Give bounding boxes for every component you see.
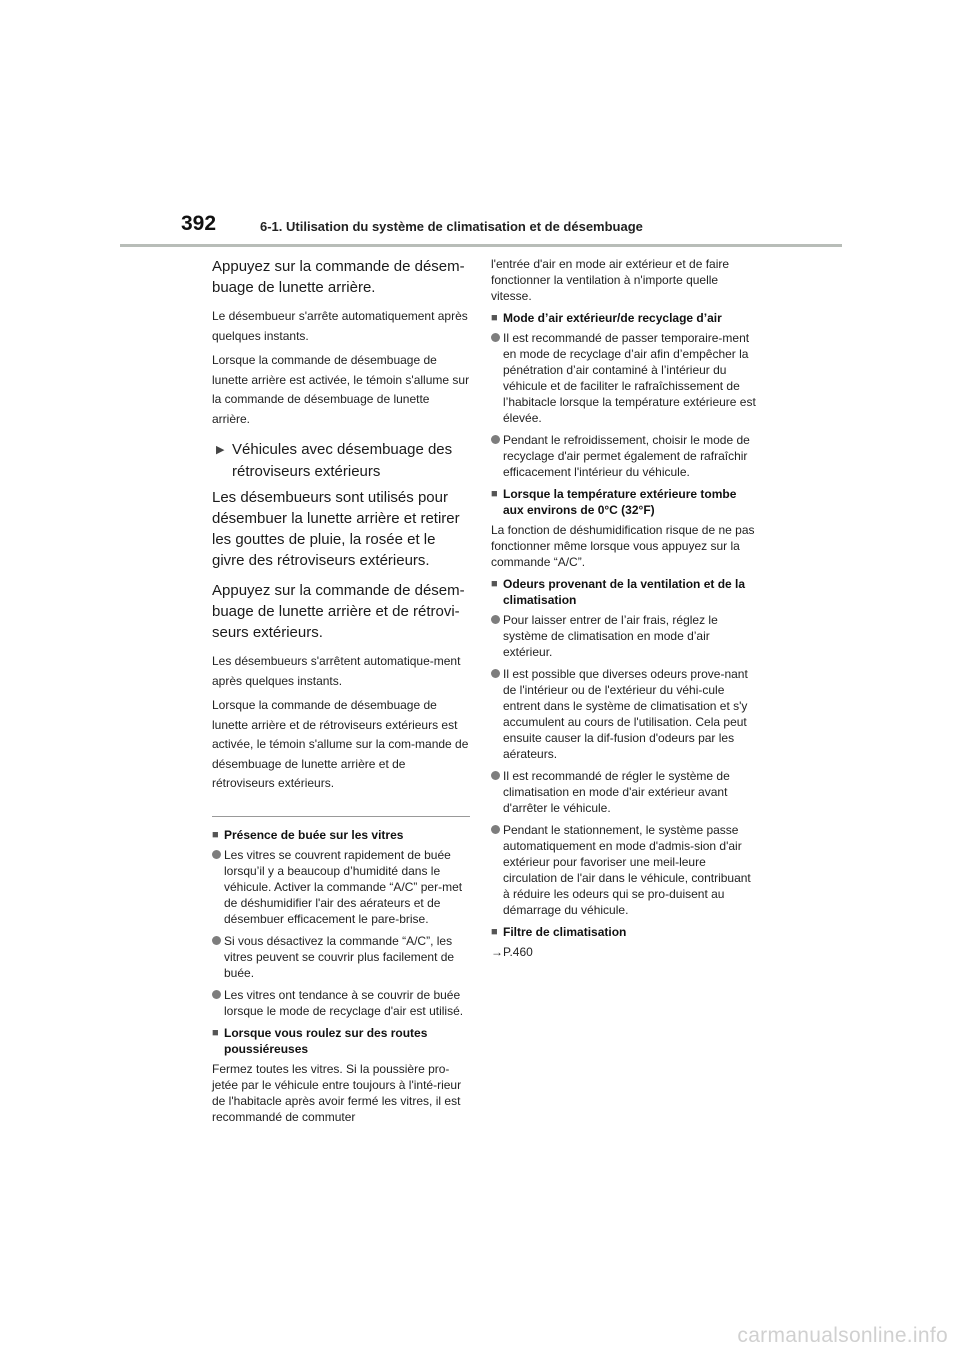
section-heading-ac-filter: ■ Filtre de climatisation (491, 925, 627, 939)
circle-bullet-icon (212, 933, 224, 981)
square-icon: ■ (491, 926, 498, 938)
instruction-rear-defogger: Appuyez sur la commande de désem-buage de lunette arrière. (212, 258, 465, 296)
circle-bullet-icon (212, 987, 224, 1019)
list-item: Pour laisser entrer de l’air frais, réglez le système de climatisation en mode d’air extérieur. (491, 612, 759, 660)
circle-bullet-icon (212, 847, 224, 927)
page-reference-link[interactable]: →P.460 (491, 945, 533, 959)
watermark: carmanualsonline.info (737, 1324, 948, 1347)
list-item: Pendant le stationnement, le système passe automatiquement en mode d'admis-sion d'air extérieur pour favoriser une meil-leure circulation de l'air dans le véhicule, contribuant à réduire les odeurs qui se pro-duisent au démarrage du véhicule. (491, 822, 759, 918)
section-heading-fog: ■ Présence de buée sur les vitres (212, 827, 404, 842)
section-heading-air-mode: ■ Mode d’air extérieur/de recyclage d’air (491, 311, 722, 325)
section-divider (212, 816, 470, 817)
list-item: Les vitres ont tendance à se couvrir de buée lorsque le mode de recyclage d'air est utilisé. (212, 987, 470, 1019)
dusty-roads-text: Fermez toutes les vitres. Si la poussière pro-jetée par le véhicule entre toujours à l'inté-rieur de l'habitacle après avoir fermé les vitres, il est recommandé de commuter (212, 1061, 462, 1124)
circle-bullet-icon (491, 666, 503, 762)
circle-bullet-icon (491, 432, 503, 480)
square-icon: ■ (491, 312, 498, 324)
defoggers-description: Les désembueurs sont utilisés pour désembuer la lunette arrière et retirer les gouttes de pluie, la rosée et le givre des rétroviseurs extérieurs. (212, 489, 460, 569)
instruction-mirror-defogger: Appuyez sur la commande de désem-buage de lunette arrière et de rétrovi-seurs extérieurs. (212, 582, 465, 641)
square-icon: ■ (491, 488, 498, 500)
note-defoggers-auto-off: Les désembueurs s'arrêtent automatique-ment après quelques instants. (212, 654, 461, 688)
triangle-right-icon: ▶ (216, 444, 225, 456)
section-heading-low-temperature: ■ Lorsque la température extérieure tombe aux environs de 0°C (32°F) (491, 487, 737, 517)
chapter-title: 6-1. Utilisation du système de climatisation et de désembuage (260, 219, 643, 234)
list-item: Il est recommandé de régler le système de climatisation en mode d'air extérieur avant d'arrêter le véhicule. (491, 768, 759, 816)
list-item: Si vous désactivez la commande “A/C”, les vitres peuvent se couvrir plus facilement de buée. (212, 933, 470, 981)
note-auto-off: Le désembueur s'arrête automatiquement après quelques instants. (212, 309, 468, 343)
low-temperature-text: La fonction de déshumidification risque de ne pas fonctionner même lorsque vous appuyez sur la commande “A/C”. (491, 523, 755, 569)
circle-bullet-icon (491, 822, 503, 918)
square-icon: ■ (212, 1026, 219, 1039)
square-icon: ■ (212, 828, 219, 841)
section-heading-dusty-roads: ■ Lorsque vous roulez sur des routes poussiéreuses (212, 1025, 428, 1056)
left-column (212, 256, 470, 1131)
list-item: Pendant le refroidissement, choisir le mode de recyclage d'air permet également de rafraîchir efficacement l'intérieur du véhicule. (491, 432, 759, 480)
circle-bullet-icon (491, 330, 503, 426)
page-number: 392 (181, 212, 217, 235)
list-item: Les vitres se couvrent rapidement de buée lorsqu’il y a beaucoup d’humidité dans le véhicule. Activer la commande “A/C” per-met de déshumidifier l'air des aérateurs et de désembuer efficacement le pare-brise. (212, 847, 470, 927)
dusty-roads-continued: l'entrée d'air en mode air extérieur et de faire fonctionner la ventilation à n'importe quelle vitesse. (491, 257, 730, 303)
circle-bullet-icon (491, 768, 503, 816)
subhead-mirror-defoggers: ▶ Véhicules avec désembuage des rétroviseurs extérieurs (212, 439, 470, 483)
list-item: Il est recommandé de passer temporaire-ment en mode de recyclage d’air afin d’empêcher la pénétration d’air contaminé à l’intérieur du véhicule et de faciliter le rafraîchissement de l’habitacle lorsque la température extérieure est élevée. (491, 330, 759, 426)
square-icon: ■ (491, 578, 498, 590)
list-item: Il est possible que diverses odeurs prove-nant de l'intérieur ou de l'extérieur du véhi-cule entrent dans le système de climatisation et s'y accumulent au cours de l'utilisation. Cela peut ensuite causer la dif-fusion d'odeurs par les aérateurs. (491, 666, 759, 762)
circle-bullet-icon (491, 612, 503, 660)
right-column (491, 256, 759, 960)
header-rule (120, 244, 842, 247)
note-mirror-indicator: Lorsque la commande de désembuage de lunette arrière et de rétroviseurs extérieurs est activée, le témoin s'allume sur la com-mande de désembuage de lunette arrière et de rétroviseurs extérieurs. (212, 698, 469, 790)
section-heading-odors: ■ Odeurs provenant de la ventilation et de la climatisation (491, 577, 746, 607)
note-indicator: Lorsque la commande de désembuage de lunette arrière est activée, le témoin s'allume sur la commande de désembuage de lunette arrière. (212, 353, 470, 426)
